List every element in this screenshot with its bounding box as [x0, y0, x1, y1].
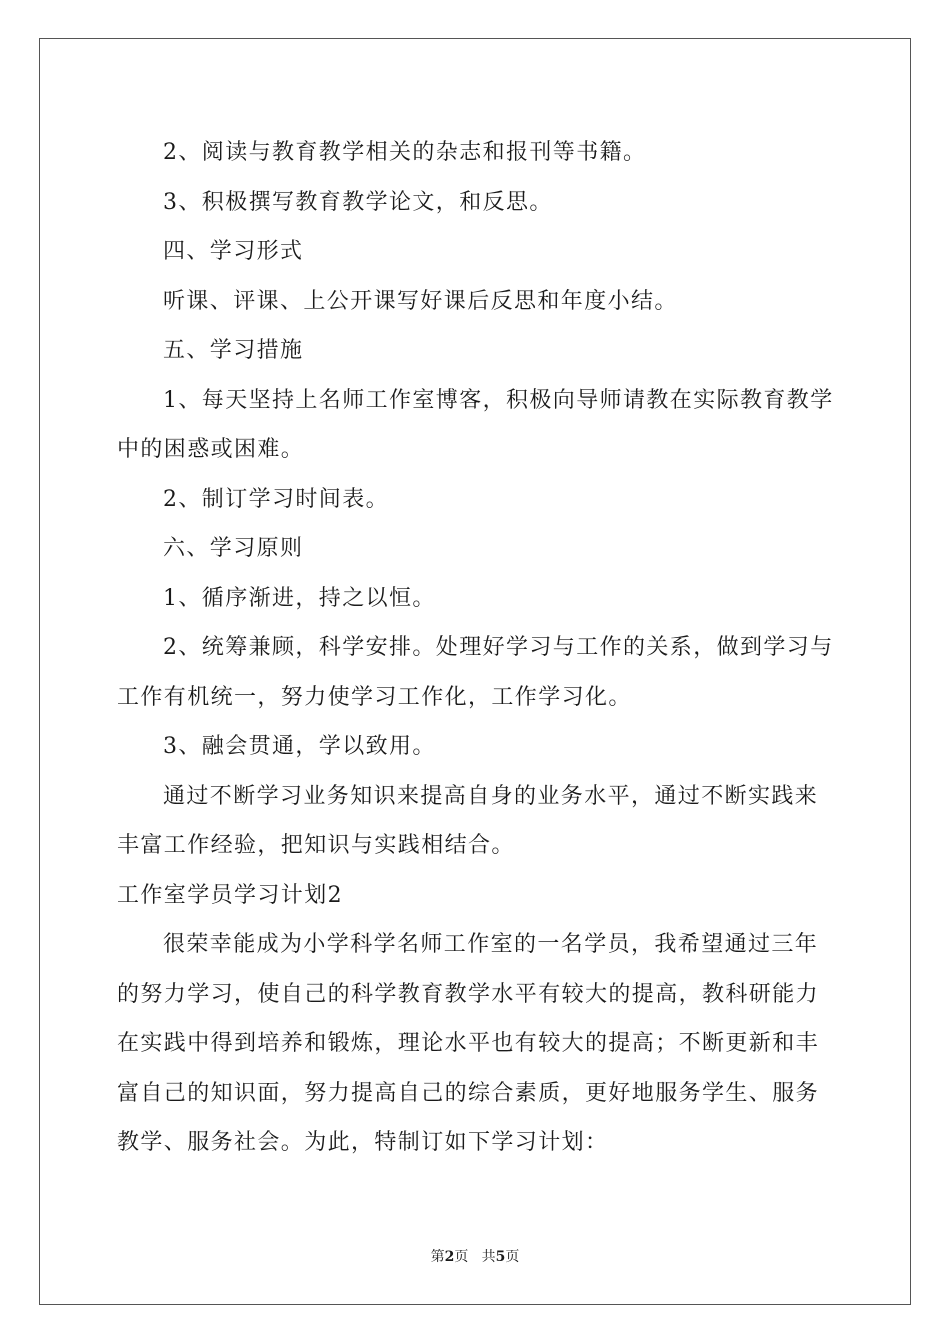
document-title: 工作室学员学习计划2 [117, 882, 343, 908]
page-current: 2 [444, 1249, 455, 1265]
page-suffix: 页 [454, 1249, 469, 1265]
paragraph: 2、制订学习时间表。 [163, 486, 389, 512]
paragraph: 2、统筹兼顾，科学安排。处理好学习与工作的关系，做到学习与工作有机统一，努力使学习工作化，工作学习化。 [117, 635, 834, 710]
paragraph: 3、积极撰写教育教学论文，和反思。 [163, 189, 553, 215]
page-total: 5 [495, 1249, 506, 1265]
paragraph: 通过不断学习业务知识来提高自身的业务水平，通过不断实践来丰富工作经验，把知识与实践相结合。 [117, 783, 819, 858]
page-prefix: 第 [430, 1249, 445, 1265]
paragraph: 1、循序渐进，持之以恒。 [163, 585, 436, 611]
section-heading: 五、学习措施 [163, 338, 304, 363]
paragraph: 2、阅读与教育教学相关的杂志和报刊等书籍。 [163, 140, 647, 165]
section-heading: 六、学习原则 [163, 536, 304, 561]
page-footer [0, 1246, 950, 1266]
paragraph: 3、融会贯通，学以致用。 [163, 734, 436, 759]
section-heading: 四、学习形式 [163, 239, 304, 264]
paragraph: 很荣幸能成为小学科学名师工作室的一名学员，我希望通过三年的努力学习，使自己的科学教育教学水平有较大的提高，教科研能力在实践中得到培养和锻炼，理论水平也有较大的提高；不断更新和丰富自己的知识面，努力提高自己的综合素质，更好地服务学生、服务教学、服务社会。为此，特制订如下学习计划： [117, 932, 820, 1155]
document-body [117, 128, 837, 1168]
total-prefix: 共 [481, 1249, 496, 1265]
paragraph: 听课、评课、上公开课写好课后反思和年度小结。 [163, 288, 678, 314]
total-suffix: 页 [505, 1249, 520, 1265]
paragraph: 1、每天坚持上名师工作室博客，积极向导师请教在实际教育教学中的困惑或困难。 [117, 387, 834, 462]
